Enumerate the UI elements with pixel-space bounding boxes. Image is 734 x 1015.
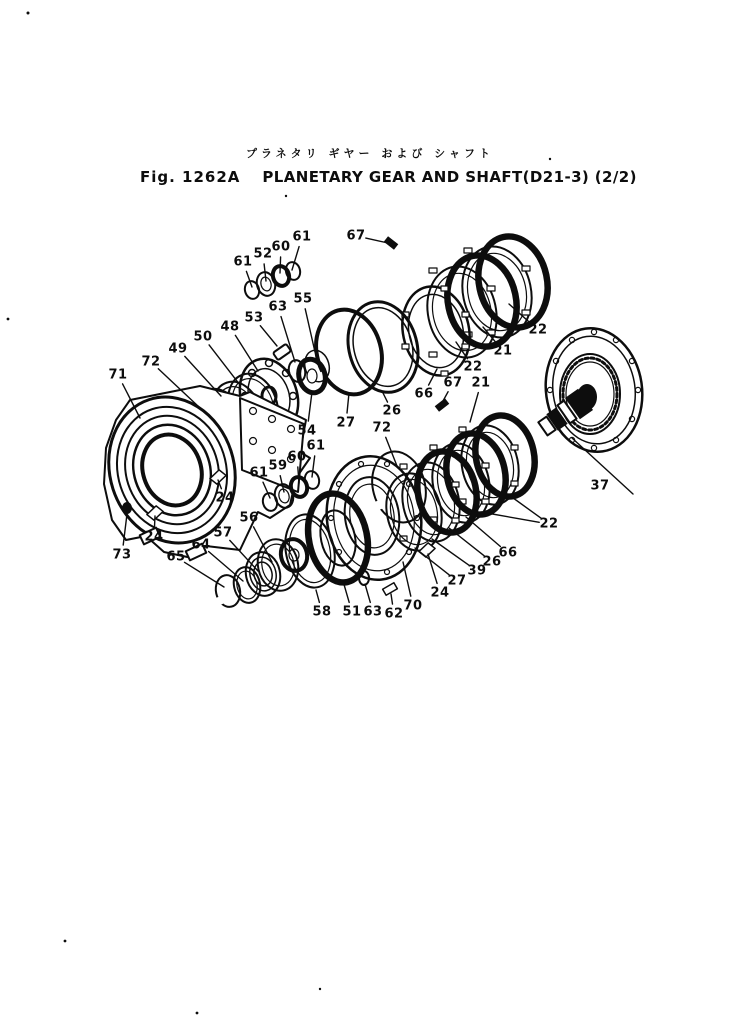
hub-37 — [538, 322, 650, 494]
pin-62 — [383, 583, 398, 596]
callout-49: 49 — [168, 341, 188, 357]
leader-line — [428, 554, 437, 583]
callout-72: 72 — [372, 420, 392, 436]
callout-22: 22 — [463, 359, 483, 375]
leader-line — [260, 326, 277, 346]
callout-50: 50 — [193, 329, 213, 345]
leader-line — [481, 512, 539, 522]
callout-21: 21 — [471, 375, 491, 391]
leader-line — [308, 392, 312, 421]
callout-37: 37 — [590, 478, 610, 494]
callout-59: 59 — [268, 458, 288, 474]
callout-57: 57 — [213, 525, 233, 541]
callout-54: 54 — [297, 423, 317, 439]
leader-line — [432, 539, 469, 565]
callout-61: 61 — [233, 254, 253, 270]
leader-line — [429, 369, 437, 385]
callout-56: 56 — [239, 510, 259, 526]
callout-22: 22 — [539, 516, 559, 532]
callout-62: 62 — [384, 606, 404, 622]
callout-67: 67 — [346, 228, 366, 244]
callout-71: 71 — [108, 367, 128, 383]
ring-54-55 — [295, 347, 333, 395]
leader-line — [347, 393, 349, 413]
leader-line — [466, 517, 500, 547]
leader-line — [391, 594, 393, 604]
callout-24: 24 — [144, 529, 164, 545]
leader-line — [246, 271, 252, 287]
leader-line — [280, 257, 281, 273]
figure-title-text: PLANETARY GEAR AND SHAFT(D21-3) (2/2) — [262, 168, 637, 186]
callout-65: 65 — [166, 549, 186, 565]
callout-61: 61 — [306, 438, 326, 454]
callout-72: 72 — [141, 354, 161, 370]
leader-line — [305, 309, 315, 352]
callout-52: 52 — [253, 246, 273, 262]
callout-60: 60 — [271, 239, 291, 255]
callout-60: 60 — [287, 449, 307, 465]
callout-66: 66 — [414, 386, 434, 402]
leader-line — [365, 584, 370, 602]
callout-66: 66 — [498, 545, 518, 561]
leader-line — [449, 528, 484, 556]
callout-26: 26 — [482, 554, 502, 570]
callout-27: 27 — [447, 573, 467, 589]
pin-67 — [435, 398, 450, 412]
leader-line — [185, 562, 225, 587]
leader-line — [209, 552, 243, 582]
callout-55: 55 — [293, 291, 313, 307]
callout-70: 70 — [403, 598, 423, 614]
leader-line — [316, 590, 319, 602]
callout-24: 24 — [215, 490, 235, 506]
callout-61: 61 — [292, 229, 312, 245]
callout-27: 27 — [336, 415, 356, 431]
callout-61: 61 — [249, 465, 269, 481]
pin-53 — [273, 344, 291, 361]
title-japanese: プラネタリ ギヤー および シャフト — [246, 147, 494, 160]
callout-73: 73 — [112, 547, 132, 563]
leader-line — [264, 264, 266, 281]
callout-63: 63 — [268, 299, 288, 315]
leader-line — [509, 495, 541, 518]
leader-line — [155, 516, 156, 527]
callout-39: 39 — [467, 563, 487, 579]
callout-22: 22 — [528, 322, 548, 338]
figure-number: Fig. 1262A — [140, 168, 241, 186]
callout-24: 24 — [430, 585, 450, 601]
callout-26: 26 — [382, 403, 402, 419]
washer-61 — [284, 260, 302, 281]
callout-58: 58 — [312, 604, 332, 620]
leader-line — [312, 456, 315, 477]
callout-64: 64 — [191, 537, 211, 553]
callout-51: 51 — [342, 604, 362, 620]
leader-line — [470, 393, 478, 422]
callout-53: 53 — [244, 310, 264, 326]
callout-21: 21 — [493, 343, 513, 359]
leader-line — [209, 345, 240, 385]
callout-48: 48 — [220, 319, 240, 335]
bolt-73 — [122, 502, 132, 514]
callout-63: 63 — [363, 604, 383, 620]
callout-67: 67 — [443, 375, 463, 391]
